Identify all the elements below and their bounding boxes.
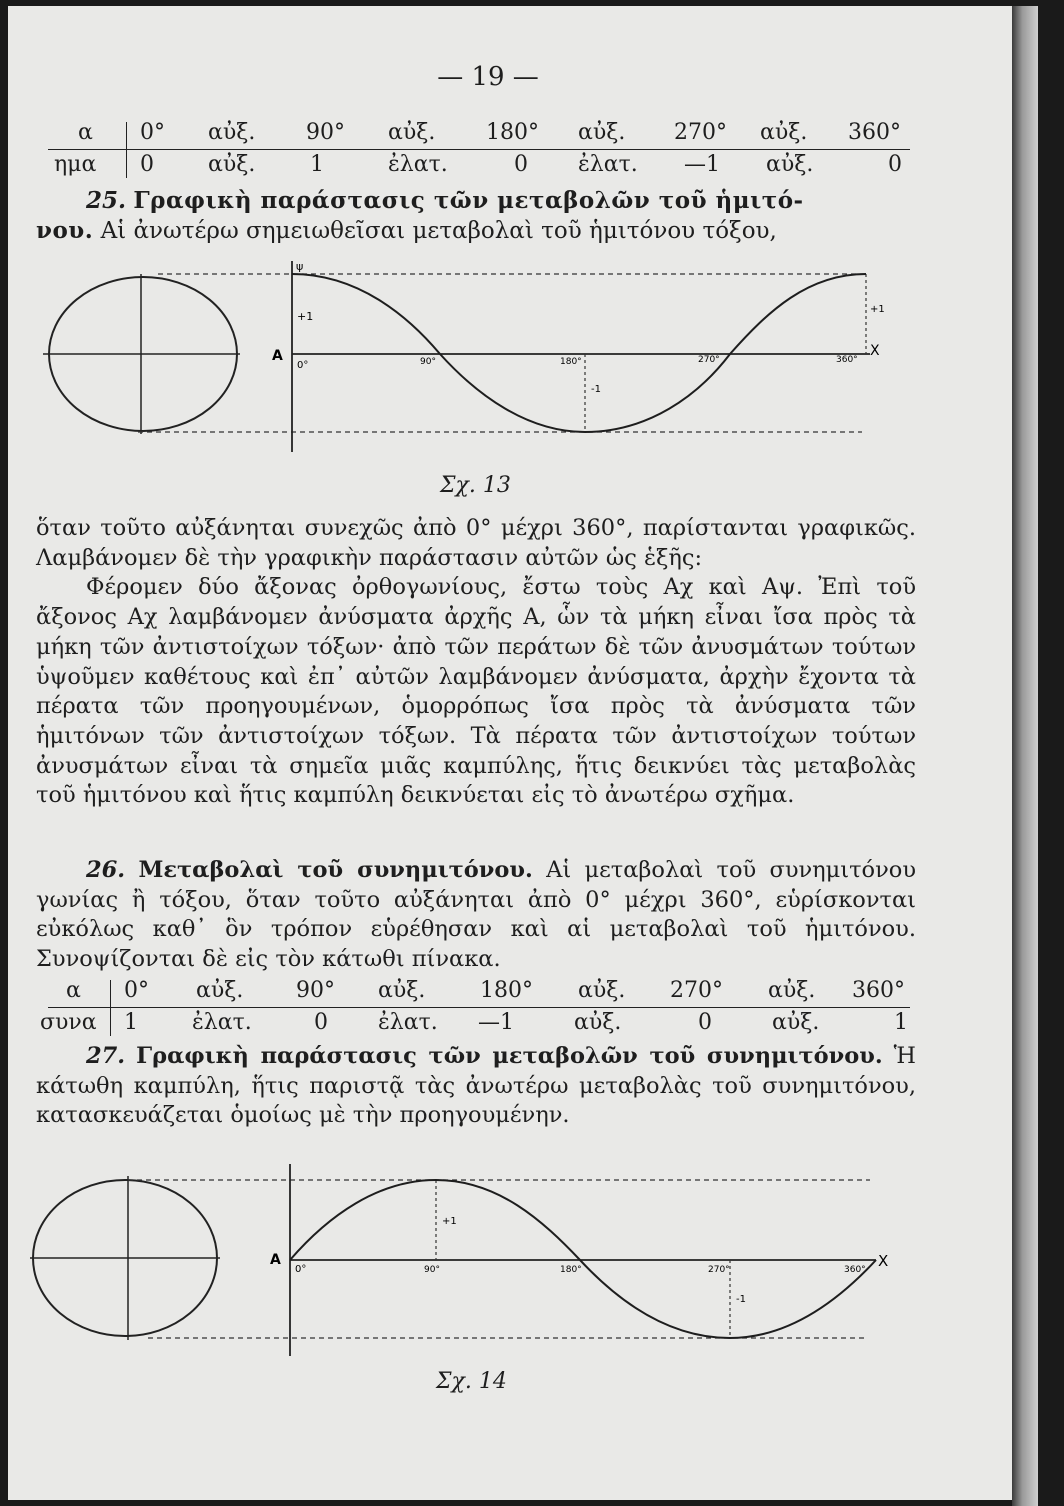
table-divider [110, 980, 111, 1036]
cell: αὐξ. [574, 1010, 622, 1035]
page-number: — 19 — [437, 62, 539, 92]
section-number: 25. [86, 187, 127, 214]
cosine-curve [290, 1180, 876, 1338]
section-number: 27. [86, 1043, 126, 1069]
deg270-label: 270° [708, 1265, 730, 1275]
sine-table-row-values [48, 150, 910, 181]
plus1-label: +1 [297, 310, 314, 323]
cosine-table-row-angle [48, 976, 910, 1008]
figure-13-sine-graph [8, 256, 908, 461]
cell: αὐξ. [208, 120, 256, 145]
cell: αὐξ. [766, 152, 814, 177]
cell: ἐλατ. [378, 1010, 438, 1035]
cell: ημα [54, 152, 97, 177]
deg90-label: 90° [420, 357, 436, 367]
cell: 90° [296, 978, 335, 1003]
section-title: Μεταβολαὶ τοῦ συνημιτόνου. [138, 857, 533, 883]
minus1-label: -1 [736, 1294, 746, 1305]
section-27 [36, 1042, 916, 1131]
cell: 90° [306, 120, 345, 145]
cell: —1 [478, 1010, 514, 1035]
cell: αὐξ. [196, 978, 244, 1003]
section-number: 26. [86, 857, 126, 883]
section-title-continuation: νου. [36, 217, 94, 244]
cell: ἐλατ. [192, 1010, 252, 1035]
deg90-label: 90° [424, 1265, 440, 1275]
page-edge-shadow [1012, 6, 1038, 1506]
origin-label: A [270, 1252, 281, 1268]
deg180-label: 180° [560, 357, 582, 367]
x-label: X [878, 1252, 889, 1270]
section-26 [36, 856, 916, 975]
minus1-label: -1 [591, 384, 601, 395]
sine-table [48, 118, 910, 181]
cell: ἐλατ. [388, 152, 448, 177]
origin-label: A [272, 348, 283, 364]
cell: 1 [894, 1010, 908, 1035]
deg270-label: 270° [698, 355, 720, 365]
cell: αὐξ. [208, 152, 256, 177]
figure-14-caption: Σχ. 14 [436, 1369, 507, 1394]
cell: 360° [848, 120, 901, 145]
cell: α [66, 978, 81, 1003]
y-label: ψ [296, 260, 304, 273]
cosine-table-row-values [40, 1008, 910, 1039]
cell: 0 [514, 152, 528, 177]
figure-13-caption: Σχ. 13 [440, 473, 511, 498]
deg180-label: 180° [560, 1265, 582, 1275]
section-25 [36, 186, 916, 246]
cell: αὐξ. [760, 120, 808, 145]
cell: αὐξ. [578, 978, 626, 1003]
deg0-label: 0° [295, 1264, 307, 1275]
cell: συνα [40, 1010, 97, 1035]
paragraph: Φέρομεν δύο ἄξονας ὀρθογωνίους, ἔστω τοὺς Αχ καὶ Αψ. Ἐπὶ τοῦ ἄξονος Αχ λαμβάνομεν ἀνύσματα ἀρχῆς Α, ὧν τὰ μήκη εἶναι ἴσα πρὸς τὰ μήκη τῶν ἀντιστοίχων τόξων· ἀπὸ τῶν περάτων δὲ τῶν ἀνυσμάτων τούτων ὑψοῦμεν καθέτους καὶ ἐπ᾽ αὐτῶν λαμβάνομεν ἀνύσματα, ἀρχὴν ἔχοντα τὰ πέρατα τῶν προηγουμένων, ὁμορρόπως ἴσα πρὸς τὰ ἀνύσματα τῶν ἡμιτόνων τῶν ἀντιστοίχων τόξων. Τὰ πέρατα τῶν ἀντιστοίχων τούτων ἀνυσμάτων εἶναι τὰ σημεῖα μιᾶς καμπύλης, ἥτις δεικνύει τὰς μεταβολὰς τοῦ ἡμιτόνου καὶ ἥτις καμπύλη δεικνύεται εἰς τὸ ἀνωτέρω σχῆμα. [36, 574, 916, 809]
cell: ἐλατ. [578, 152, 638, 177]
unit-circle [30, 1176, 220, 1340]
section-text: Αἱ ἀνωτέρω σημειωθεῖσαι μεταβολαὶ τοῦ ἡμιτόνου τόξου, [93, 218, 777, 244]
cell: 270° [670, 978, 723, 1003]
cell: 0 [140, 152, 154, 177]
cell: αὐξ. [768, 978, 816, 1003]
cell: 180° [480, 978, 533, 1003]
section-text: Αἱ μεταβολαὶ τοῦ συνημιτόνου γωνίας ἢ τόξου, ὅταν τοῦτο αὐξάνηται ἀπὸ 0° μέχρι 360°, εὑρίσκονται εὐκόλως καθ᾽ ὃν τρόπον εὑρέθησαν καὶ αἱ μεταβολαὶ τοῦ ἡμιτόνου. Συνοψίζονται δὲ εἰς τὸν κάτωθι πίνακα. [36, 857, 916, 973]
cosine-table [40, 976, 910, 1039]
cell: 0 [314, 1010, 328, 1035]
cell: 0 [698, 1010, 712, 1035]
x-label: X [870, 343, 880, 359]
cell: αὐξ. [578, 120, 626, 145]
book-page [8, 6, 1038, 1500]
cell: αὐξ. [388, 120, 436, 145]
deg360-label: 360° [836, 355, 858, 365]
cell: 180° [486, 120, 539, 145]
section-text: Ἡ κάτωθη καμπύλη, ἥτις παριστᾷ τὰς ἀνωτέρω μεταβολὰς τοῦ συνημιτόνου, κατασκευάζεται ὁμοίως μὲ τὴν προηγουμένην. [36, 1043, 916, 1129]
cell: 1 [310, 152, 324, 177]
figure-14-cosine-graph [8, 1156, 908, 1366]
cell: 0° [140, 120, 165, 145]
section-title: Γραφικὴ παράστασις τῶν μεταβολῶν τοῦ συνημιτόνου. [136, 1043, 883, 1069]
cell: αὐξ. [772, 1010, 820, 1035]
cell: 1 [124, 1010, 138, 1035]
sine-curve [292, 274, 866, 432]
body-paragraph-1 [36, 514, 916, 811]
deg360-label: 360° [844, 1265, 866, 1275]
plus1-label: +1 [442, 1216, 457, 1227]
right-plus1-label: +1 [870, 304, 885, 315]
cell: —1 [684, 152, 720, 177]
cell: 0 [888, 152, 902, 177]
unit-circle [43, 274, 240, 434]
sine-table-row-angle [48, 118, 910, 150]
cell: α [78, 120, 93, 145]
table-divider [126, 122, 127, 178]
paragraph: ὅταν τοῦτο αὐξάνηται συνεχῶς ἀπὸ 0° μέχρι 360°, παρίστανται γραφικῶς. Λαμβάνομεν δὲ τὴν γραφικὴν παράστασιν αὐτῶν ὡς ἑξῆς: [36, 515, 916, 571]
deg0-label: 0° [297, 360, 309, 371]
cell: 0° [124, 978, 149, 1003]
cell: 360° [852, 978, 905, 1003]
cell: αὐξ. [378, 978, 426, 1003]
section-title: Γραφικὴ παράστασις τῶν μεταβολῶν τοῦ ἡμιτό- [133, 187, 804, 214]
cell: 270° [674, 120, 727, 145]
